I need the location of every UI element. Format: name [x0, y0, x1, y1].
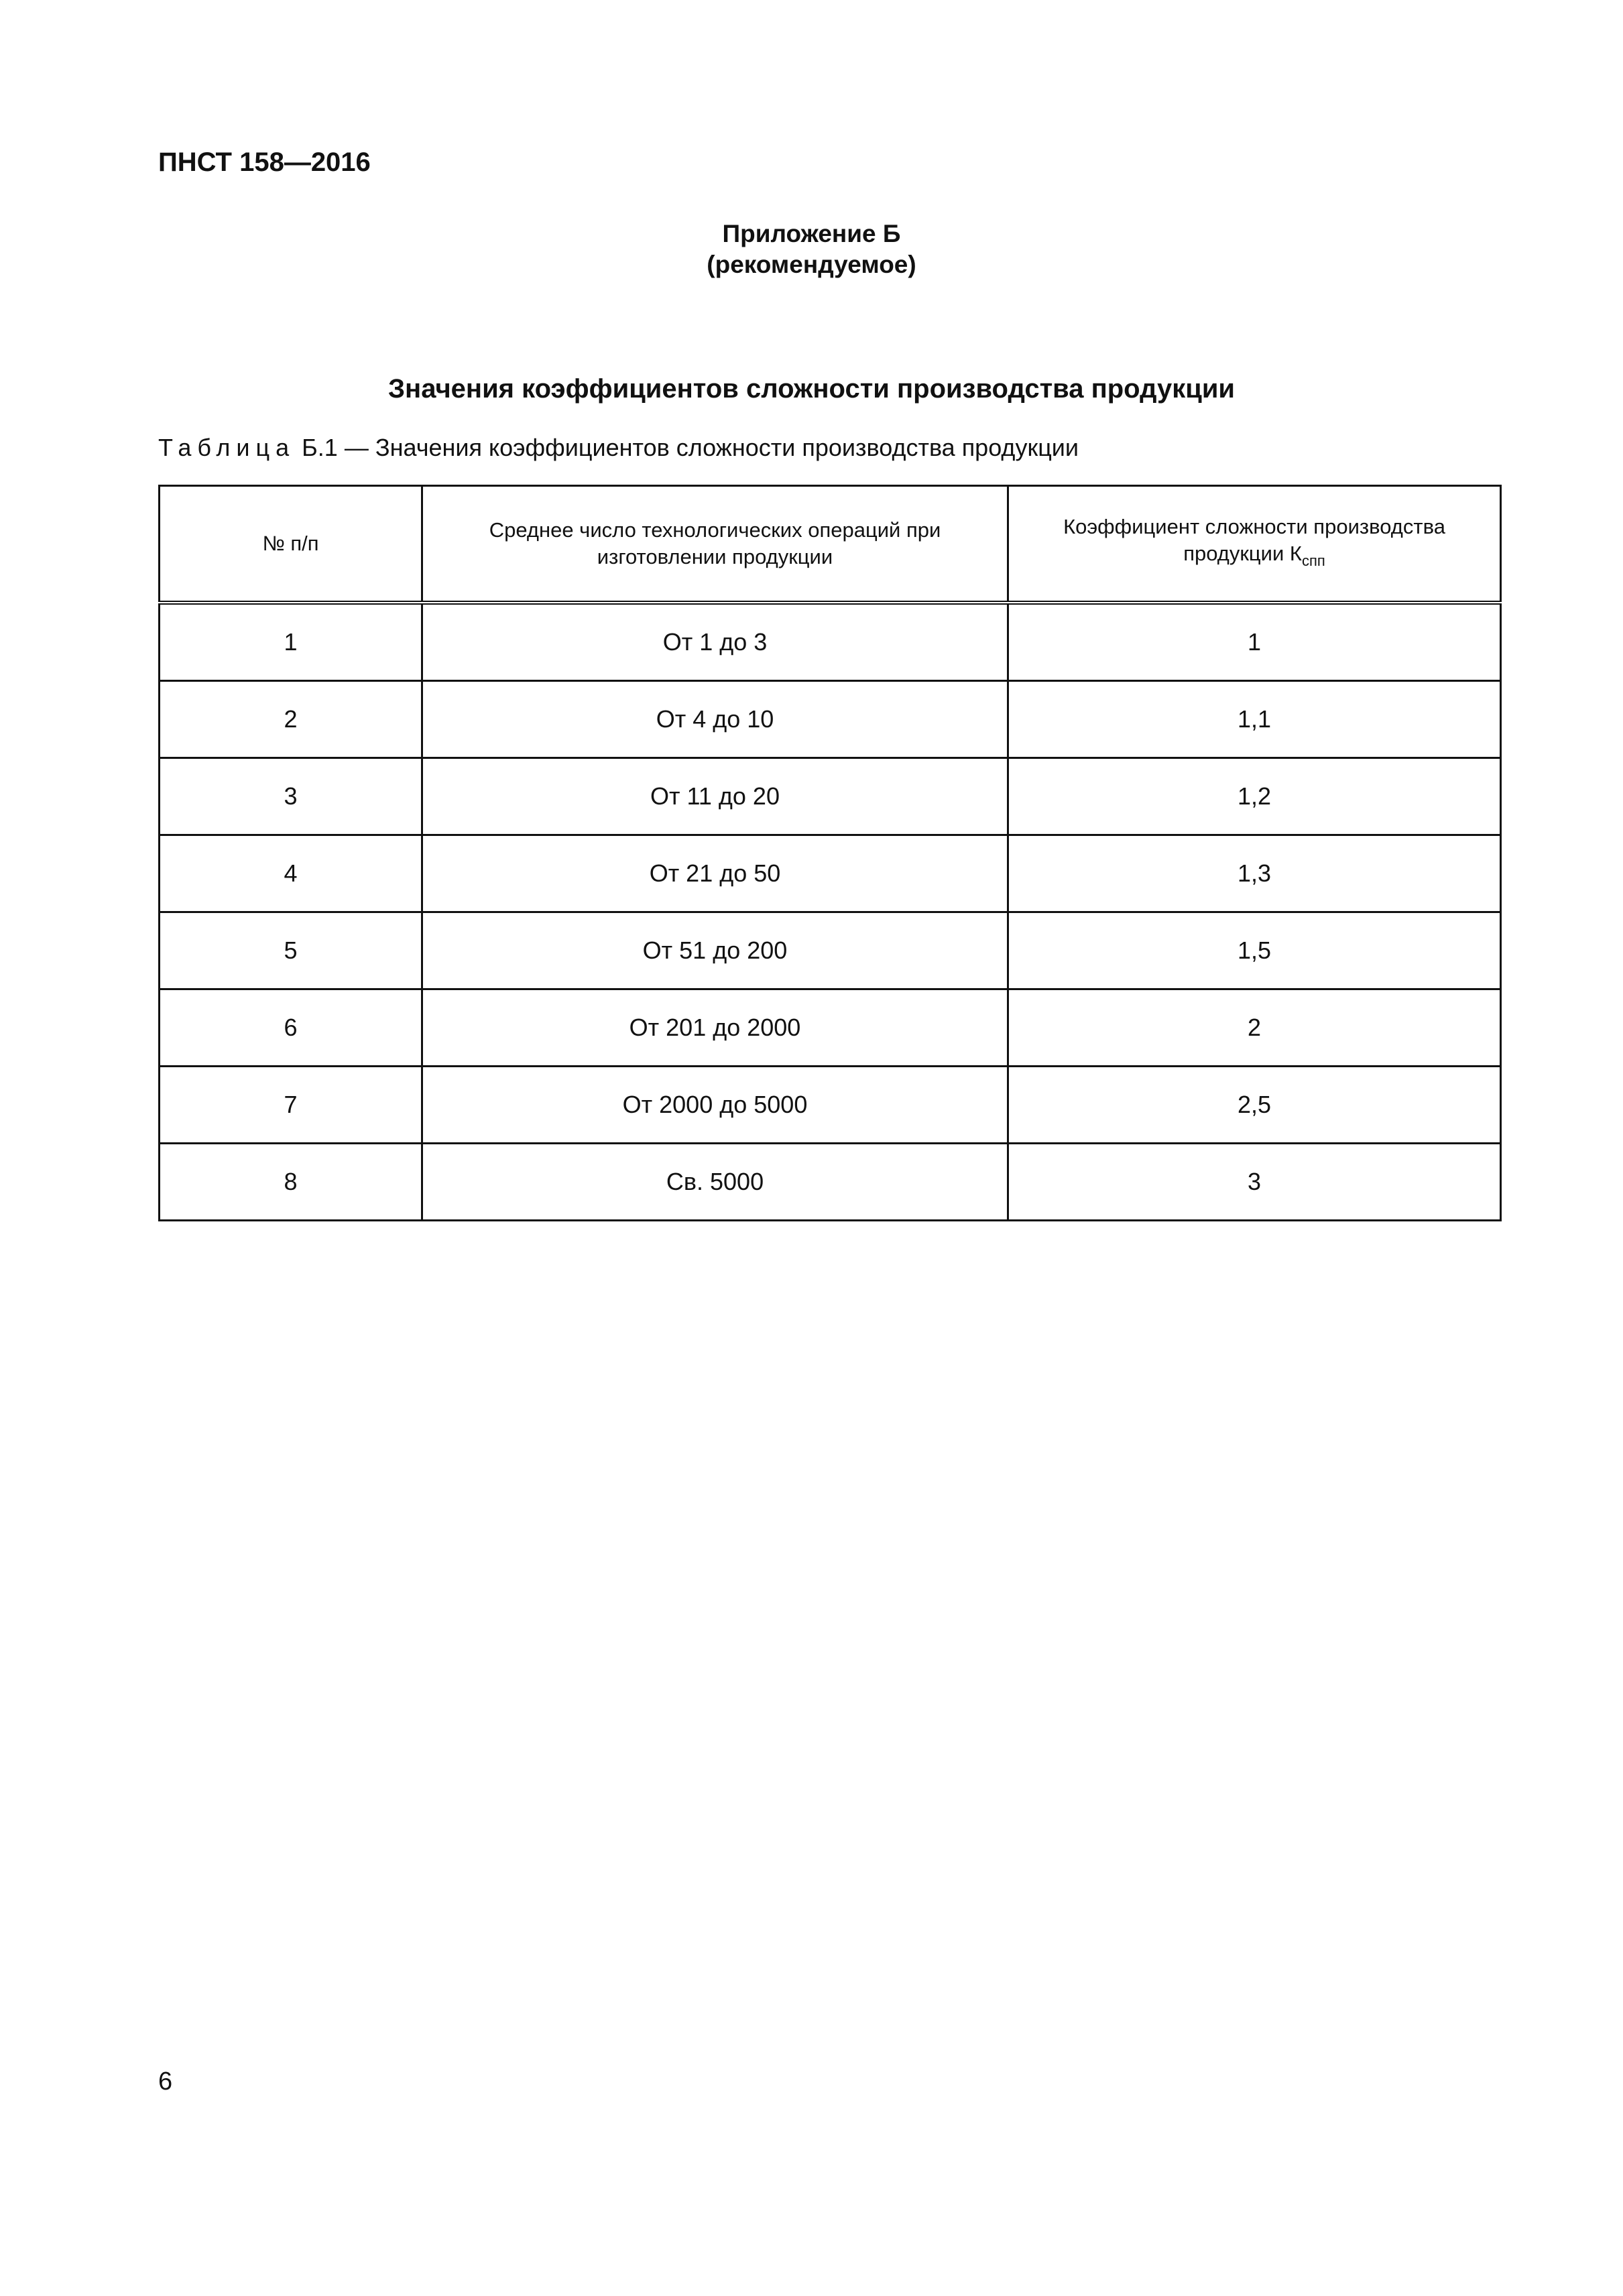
cell-coefficient: 1 — [1008, 603, 1501, 681]
appendix-title: Приложение Б — [722, 220, 901, 247]
cell-coefficient: 1,3 — [1008, 835, 1501, 912]
cell-operations: Св. 5000 — [422, 1144, 1008, 1221]
header-coefficient — [1008, 486, 1501, 603]
table-row — [160, 758, 1501, 835]
cell-number: 3 — [160, 758, 422, 835]
cell-operations: От 201 до 2000 — [422, 989, 1008, 1067]
cell-operations: От 1 до 3 — [422, 603, 1008, 681]
cell-operations: От 2000 до 5000 — [422, 1067, 1008, 1144]
cell-number: 6 — [160, 989, 422, 1067]
table-row — [160, 1067, 1501, 1144]
cell-coefficient: 3 — [1008, 1144, 1501, 1221]
cell-operations: От 4 до 10 — [422, 681, 1008, 758]
cell-number: 1 — [160, 603, 422, 681]
appendix-subtitle: (рекомендуемое) — [707, 251, 916, 278]
table-caption-prefix: Таблица — [158, 434, 296, 461]
section-title: Значения коэффициентов сложности производства продукции — [387, 374, 1235, 404]
header-number: № п/п — [160, 486, 422, 603]
cell-coefficient: 2,5 — [1008, 1067, 1501, 1144]
table-caption-text: Значения коэффициентов сложности производства продукции — [375, 434, 1079, 461]
page-number: 6 — [158, 2067, 173, 2096]
table-row — [160, 681, 1501, 758]
table-row — [160, 603, 1501, 681]
table-caption-separator: — — [344, 434, 369, 461]
table-row — [160, 989, 1501, 1067]
cell-number: 7 — [160, 1067, 422, 1144]
header-operations: Среднее число технологических операций при изготовлении продукции — [422, 486, 1008, 603]
cell-number: 8 — [160, 1144, 422, 1221]
cell-number: 5 — [160, 912, 422, 989]
cell-number: 2 — [160, 681, 422, 758]
table-header-row — [160, 486, 1501, 603]
cell-coefficient: 1,2 — [1008, 758, 1501, 835]
cell-operations: От 21 до 50 — [422, 835, 1008, 912]
header-coefficient-text: Коэффициент сложности производства продукции К — [1063, 514, 1445, 565]
table-caption — [158, 436, 1079, 460]
cell-coefficient: 1,1 — [1008, 681, 1501, 758]
header-coefficient-subscript: спп — [1301, 552, 1325, 569]
table-row — [160, 835, 1501, 912]
cell-operations: От 11 до 20 — [422, 758, 1008, 835]
table-row — [160, 1144, 1501, 1221]
cell-operations: От 51 до 200 — [422, 912, 1008, 989]
coefficient-table — [158, 485, 1502, 1221]
table-caption-number: Б.1 — [302, 434, 338, 461]
document-code: ПНСТ 158—2016 — [158, 147, 371, 177]
cell-coefficient: 2 — [1008, 989, 1501, 1067]
cell-number: 4 — [160, 835, 422, 912]
cell-coefficient: 1,5 — [1008, 912, 1501, 989]
table-row — [160, 912, 1501, 989]
